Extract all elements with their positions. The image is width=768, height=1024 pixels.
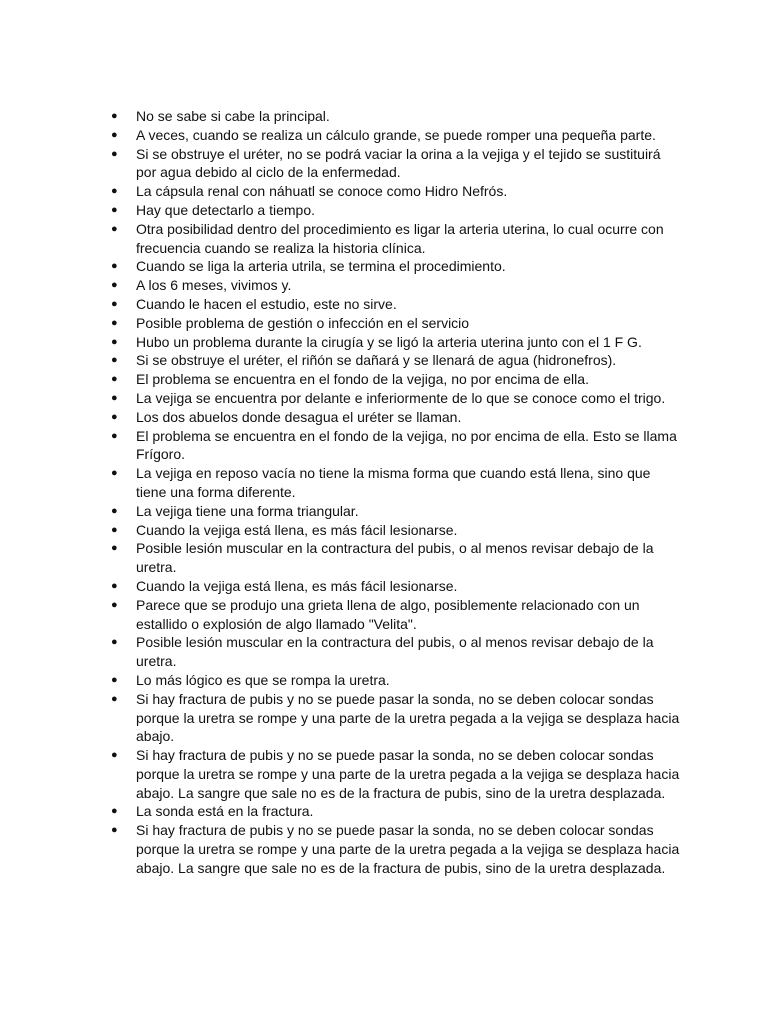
list-item-text: Cuando se liga la arteria utrila, se termina el procedimiento. — [136, 258, 506, 275]
bullet-icon: ● — [111, 673, 118, 686]
list-item — [110, 389, 682, 408]
list-item — [110, 821, 682, 877]
bullet-icon: ● — [111, 598, 118, 611]
list-item — [110, 596, 682, 634]
list-item-text: Los dos abuelos donde desagua el uréter se llaman. — [136, 408, 462, 425]
bullet-icon: ● — [111, 128, 118, 141]
list-item — [110, 539, 682, 577]
bullet-icon: ● — [111, 805, 118, 818]
bullet-icon: ● — [111, 467, 118, 480]
bullet-icon: ● — [111, 749, 118, 762]
list-item — [110, 333, 682, 352]
list-item-text: Cuando la vejiga está llena, es más fácil lesionarse. — [136, 521, 458, 538]
list-item — [110, 145, 682, 183]
list-item-text: La vejiga tiene una forma triangular. — [136, 502, 359, 519]
list-item — [110, 107, 682, 126]
list-item — [110, 257, 682, 276]
bullet-icon: ● — [111, 203, 118, 216]
list-item-text: Cuando le hacen el estudio, este no sirve. — [136, 295, 397, 312]
bullet-icon: ● — [111, 504, 118, 517]
list-item — [110, 351, 682, 370]
list-item — [110, 314, 682, 333]
bullet-icon: ● — [111, 279, 118, 292]
list-item-text: La vejiga en reposo vacía no tiene la misma forma que cuando está llena, sino que tiene una forma diferente. — [136, 465, 651, 500]
bullet-icon: ● — [111, 147, 118, 160]
list-item — [110, 220, 682, 258]
bullet-icon: ● — [111, 316, 118, 329]
list-item — [110, 577, 682, 596]
list-item-text: Parece que se produjo una grieta llena de algo, posiblemente relacionado con un estallido o explosión de algo llamado "Velita". — [136, 596, 640, 632]
bullet-icon: ● — [111, 579, 118, 592]
list-item — [110, 408, 682, 427]
bullet-list — [110, 107, 682, 878]
bullet-icon: ● — [111, 110, 118, 122]
list-item-text: Otra posibilidad dentro del procedimiento es ligar la arteria uterina, lo cual ocurre con frecuencia cuando se realiza la historia clínica. — [136, 220, 664, 256]
list-item-text: Posible lesión muscular en la contractura del pubis, o al menos revisar debajo de la uretra. — [136, 634, 654, 670]
list-item — [110, 746, 682, 802]
list-item — [110, 690, 682, 746]
list-item — [110, 427, 682, 465]
list-item — [110, 295, 682, 314]
list-item-text: Cuando la vejiga está llena, es más fácil lesionarse. — [136, 577, 458, 594]
bullet-icon: ● — [111, 297, 118, 310]
list-item-text: La sonda está en la fractura. — [136, 803, 314, 820]
list-item-text: Si se obstruye el uréter, no se podrá vaciar la orina a la vejiga y el tejido se sustituirá por agua debido al ciclo de la enfermedad. — [136, 145, 661, 181]
bullet-icon: ● — [111, 185, 118, 198]
list-item — [110, 502, 682, 521]
list-item-text: Hubo un problema durante la cirugía y se ligó la arteria uterina junto con el 1 F G. — [136, 333, 642, 350]
list-item — [110, 276, 682, 295]
list-item — [110, 802, 682, 821]
bullet-icon: ● — [111, 523, 118, 536]
list-item-text: Posible lesión muscular en la contractura del pubis, o al menos revisar debajo de la uretra. — [136, 540, 654, 576]
bullet-icon: ● — [111, 824, 118, 837]
bullet-icon: ● — [111, 354, 118, 367]
list-item-text: A los 6 meses, vivimos y. — [136, 277, 292, 294]
bullet-icon: ● — [111, 542, 118, 555]
list-item — [110, 182, 682, 201]
list-item — [110, 370, 682, 389]
bullet-icon: ● — [111, 410, 118, 423]
list-item — [110, 633, 682, 671]
list-item-text: La vejiga se encuentra por delante e inferiormente de lo que se conoce como el trigo. — [136, 389, 666, 406]
list-item-text: El problema se encuentra en el fondo de la vejiga, no por encima de ella. — [136, 371, 589, 388]
bullet-icon: ● — [111, 373, 118, 386]
bullet-icon: ● — [111, 429, 118, 442]
bullet-icon: ● — [111, 335, 118, 348]
list-item — [110, 671, 682, 690]
list-item-text: Hay que detectarlo a tiempo. — [136, 201, 315, 218]
bullet-icon: ● — [111, 636, 118, 649]
list-item — [110, 521, 682, 540]
bullet-icon: ● — [111, 260, 118, 273]
list-item-text: Lo más lógico es que se rompa la uretra. — [136, 671, 390, 688]
bullet-icon: ● — [111, 391, 118, 404]
list-item-text: A veces, cuando se realiza un cálculo grande, se puede romper una pequeña parte. — [136, 126, 656, 143]
bullet-icon: ● — [111, 692, 118, 705]
list-item-text: Si se obstruye el uréter, el riñón se dañará y se llenará de agua (hidronefros). — [136, 352, 617, 369]
list-item-text: No se sabe si cabe la principal. — [136, 108, 330, 124]
list-item — [110, 464, 682, 502]
list-item-text: Si hay fractura de pubis y no se puede pasar la sonda, no se deben colocar sondas porque la uretra se rompe y una parte de la uretra pegada a la vejiga se desplaza hacia abajo. La sangre que sale no es de la fractura de pubis, sino de la uretra desplazada. — [136, 747, 680, 801]
list-item-text: El problema se encuentra en el fondo de la vejiga, no por encima de ella. Esto se llama Frígoro. — [136, 427, 677, 463]
list-item — [110, 126, 682, 145]
bullet-icon: ● — [111, 222, 118, 235]
list-item-text: Posible problema de gestión o infección en el servicio — [136, 314, 470, 331]
list-item — [110, 201, 682, 220]
list-item-text: Si hay fractura de pubis y no se puede pasar la sonda, no se deben colocar sondas porque la uretra se rompe y una parte de la uretra pegada a la vejiga se desplaza hacia abajo. La sangre que sale no es de la fractura de pubis, sino de la uretra desplazada. — [136, 822, 680, 876]
list-item-text: La cápsula renal con náhuatl se conoce como Hidro Nefrós. — [136, 183, 508, 200]
list-item-text: Si hay fractura de pubis y no se puede pasar la sonda, no se deben colocar sondas porque la uretra se rompe y una parte de la uretra pegada a la vejiga se desplaza hacia abajo. — [136, 690, 680, 745]
